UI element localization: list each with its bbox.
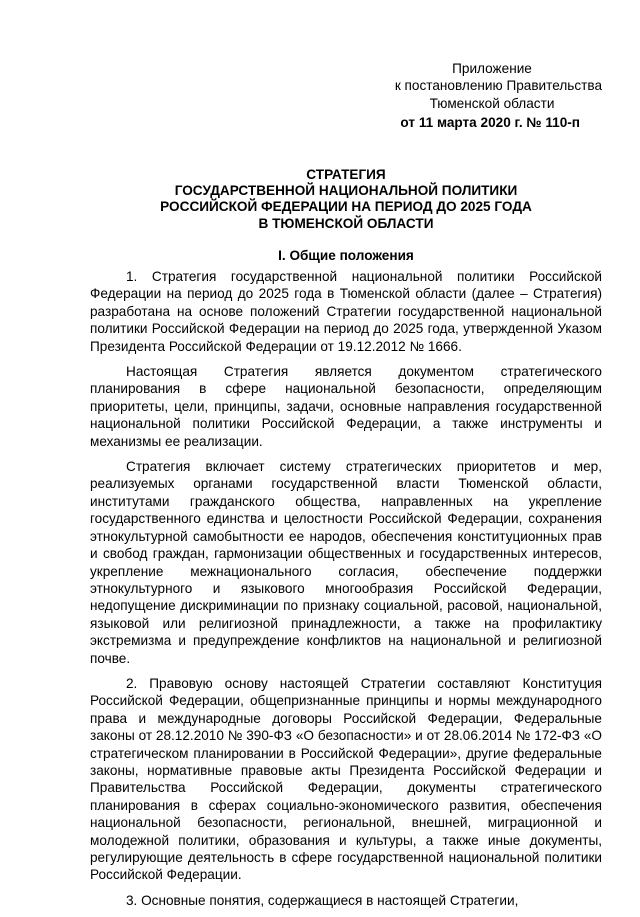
title-line-2: ГОСУДАРСТВЕННОЙ НАЦИОНАЛЬНОЙ ПОЛИТИКИ (174, 183, 518, 199)
paragraph-5: 3. Основные понятия, содержащиеся в настоящей Стратегии, (126, 892, 519, 908)
paragraph-2: Настоящая Стратегия является документом стратегического планирования в сфере национальной безопасности, определяющим приоритеты, цели, принципы, задачи, основные направления государственной национальной политики Российской Федерации, а также инструменты и механизмы ее реализации. (90, 364, 602, 449)
paragraph-4: 2. Правовую основу настоящей Стратегии составляют Конституция Российской Федерации, общепризнанные принципы и нормы международного права и международные договоры Российской Федерации, Федеральные законы от 28.12.2010 № 390-ФЗ «О безопасности» и от 28.06.2014 № 172-ФЗ «О стратегическом планировании в Российской Федерации», другие федеральные законы, нормативные правовые акты Президента Российской Федерации и Правительства Российской Федерации, документы стратегического планирования в сферах социально-экономического развития, обеспечения национальной безопасности, региональной, внешней, миграционной и молодежной политики, образования и культуры, а также иные документы, регулирующие деятельность в сфере государственной национальной политики Российской Федерации. (90, 675, 602, 883)
title-line-1: СТРАТЕГИЯ (306, 167, 386, 182)
title-line-3: РОССИЙСКОЙ ФЕДЕРАЦИИ НА ПЕРИОД ДО 2025 ГОДА (160, 199, 532, 215)
annex-title: Приложение (452, 61, 532, 76)
annex-block (342, 60, 602, 132)
paragraph-3: Стратегия включает систему стратегических приоритетов и мер, реализуемых органами государственной власти Тюменской области, институтами гражданского общества, направленных на укрепление государственного единства и целостности Российской Федерации, сохранения этнокультурной самобытности ее народов, обеспечения конституционных прав и свобод граждан, гармонизации общественных и государственных интересов, укрепление межнационального согласия, обеспечение поддержки этнокультурного и языкового многообразия Российской Федерации, недопущение дискриминации по признаку социальной, расовой, национальной, языковой или религиозной принадлежности, а также на профилактику экстремизма и предупреждение конфликтов на национальной и религиозной почве. (90, 459, 602, 666)
paragraph-1: 1. Стратегия государственной национальной политики Российской Федерации на период до 2025 года в Тюменской области (далее – Стратегия) разработана на основе положений Стратегии государственной национальной политики Российской Федерации на период до 2025 года, утвержденной Указом Президента Российской Федерации от 19.12.2012 № 1666. (90, 269, 602, 354)
annex-resolution-line: к постановлению Правительства (394, 78, 602, 94)
title-line-4: В ТЮМЕНСКОЙ ОБЛАСТИ (258, 215, 434, 231)
document-body (90, 268, 602, 917)
annex-date-number: от 11 марта 2020 г. № 110-п (400, 115, 580, 131)
section-heading: I. Общие положения (278, 248, 414, 263)
annex-region-line: Тюменской области (429, 95, 555, 111)
document-title (90, 167, 602, 232)
